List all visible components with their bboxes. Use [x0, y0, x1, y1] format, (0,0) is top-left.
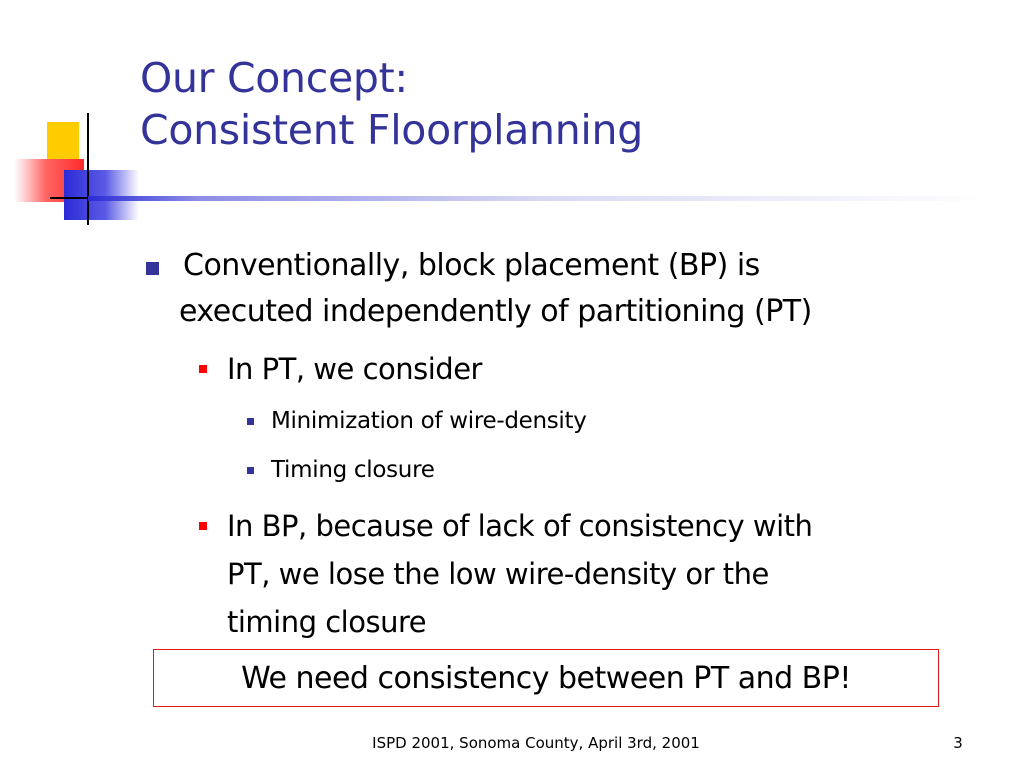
blue-gradient-square	[64, 170, 139, 220]
bullet-text-line-2: PT, we lose the low wire-density or the	[227, 557, 769, 591]
page-number: 3	[953, 734, 963, 752]
bullet-marker-square	[199, 365, 207, 373]
bullet-text: Minimization of wire-density	[271, 408, 587, 434]
bullet-text: In PT, we consider	[227, 352, 482, 386]
slide-footer: ISPD 2001, Sonoma County, April 3rd, 2001	[372, 734, 700, 752]
bullet-text-line-3: timing closure	[227, 605, 427, 639]
callout-box	[153, 649, 939, 707]
red-gradient-square	[14, 159, 84, 202]
slide-title	[140, 52, 643, 156]
bullet-text: Conventionally, block placement (BP) is	[183, 248, 760, 283]
bullet-wire-density	[271, 406, 587, 436]
bullet-marker-square	[247, 467, 254, 474]
title-underline	[88, 196, 988, 201]
bullet-in-bp	[227, 502, 812, 646]
bullet-text-continued: executed independently of partitioning (PT)	[179, 294, 812, 329]
bullet-timing-closure	[271, 455, 435, 485]
bullet-marker-square	[146, 262, 159, 275]
bullet-marker-square	[199, 522, 207, 530]
bullet-marker-square	[247, 418, 254, 425]
yellow-square	[47, 122, 79, 164]
title-line-1: Our Concept:	[140, 54, 408, 102]
bullet-text: Timing closure	[271, 457, 435, 483]
bullet-text-line-1: In BP, because of lack of consistency with	[227, 509, 813, 543]
callout-text: We need consistency between PT and BP!	[241, 660, 851, 696]
bullet-conventional-placement	[179, 243, 812, 335]
bullet-in-pt	[227, 345, 482, 393]
title-line-2: Consistent Floorplanning	[140, 106, 643, 154]
